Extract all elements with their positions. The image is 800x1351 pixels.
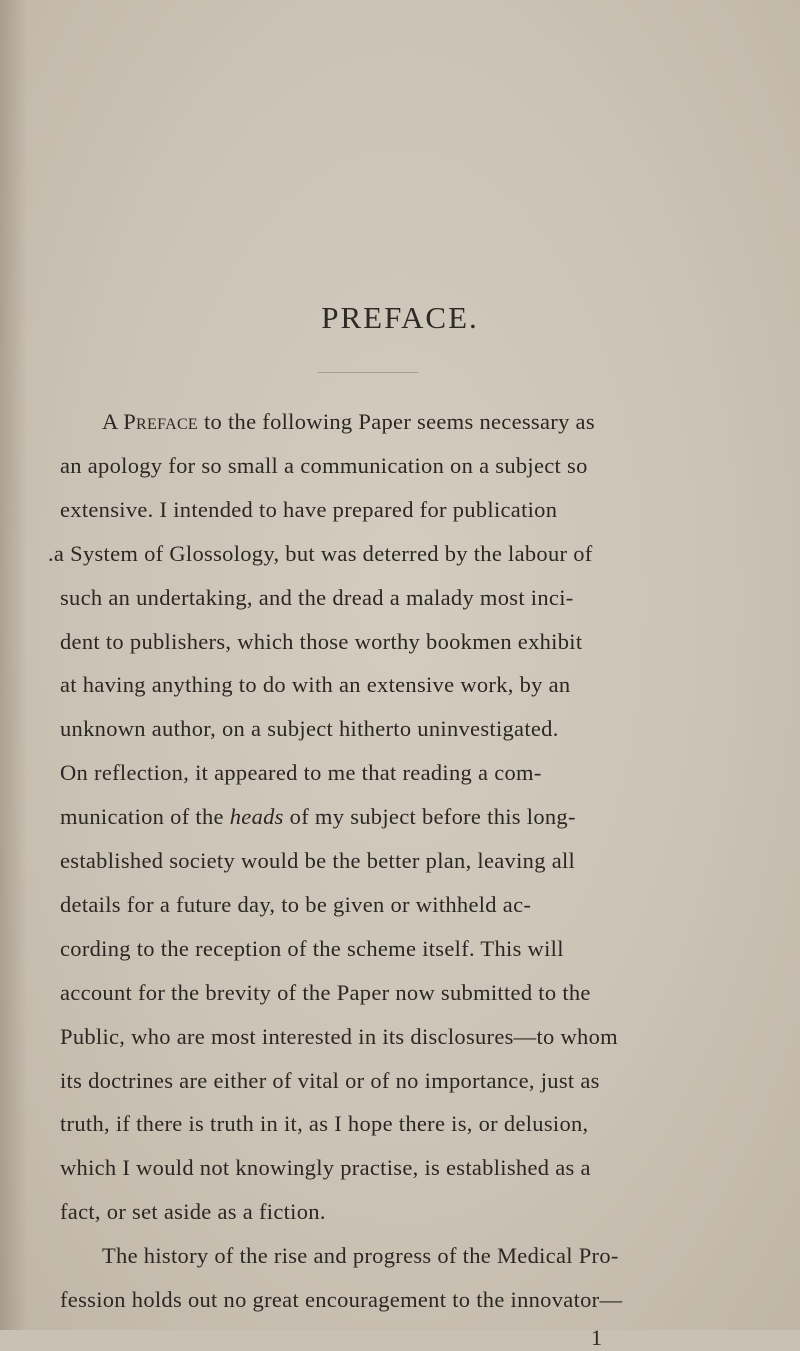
text-line-16: its doctrines are either of vital or of no importance, just as [60, 1068, 600, 1093]
text-line-13: cording to the reception of the scheme itself. This will [60, 936, 564, 961]
text-line-14: account for the brevity of the Paper now submitted to the [60, 980, 591, 1005]
text-line-9: On reflection, it appeared to me that reading a com- [60, 760, 542, 785]
text-line-1: A Preface to the following Paper seems necessary as [102, 409, 595, 434]
text-line-12: details for a future day, to be given or withheld ac- [60, 892, 532, 917]
page-gutter-shadow [0, 0, 28, 1330]
page-title: PREFACE. [321, 300, 479, 335]
title-rule [318, 372, 418, 373]
text-line-6: dent to publishers, which those worthy bookmen exhibit [60, 629, 583, 654]
signature-mark: 1 [591, 1325, 602, 1350]
text-line-21: fession holds out no great encouragement to the innovator— [60, 1287, 623, 1312]
text-line-8: unknown author, on a subject hitherto uninvestigated. [60, 716, 559, 741]
text-line-18: which I would not knowingly practise, is established as a [60, 1155, 591, 1180]
text-line-5: such an undertaking, and the dread a malady most inci- [60, 585, 574, 610]
text-line-2: an apology for so small a communication on a subject so [60, 453, 588, 478]
text-line-7: at having anything to do with an extensive work, by an [60, 672, 571, 697]
text-line-3: extensive. I intended to have prepared for publication [60, 497, 558, 522]
text-line-4: .a System of Glossology, but was deterred by the labour of [48, 541, 593, 566]
text-line-20: The history of the rise and progress of the Medical Pro- [102, 1243, 619, 1268]
text-line-11: established society would be the better plan, leaving all [60, 848, 576, 873]
text-line-15: Public, who are most interested in its disclosures—to whom [60, 1024, 618, 1049]
text-line-19: fact, or set aside as a fiction. [60, 1199, 326, 1224]
text-line-17: truth, if there is truth in it, as I hope there is, or delusion, [60, 1111, 589, 1136]
text-line-10: munication of the heads of my subject before this long- [60, 804, 576, 829]
